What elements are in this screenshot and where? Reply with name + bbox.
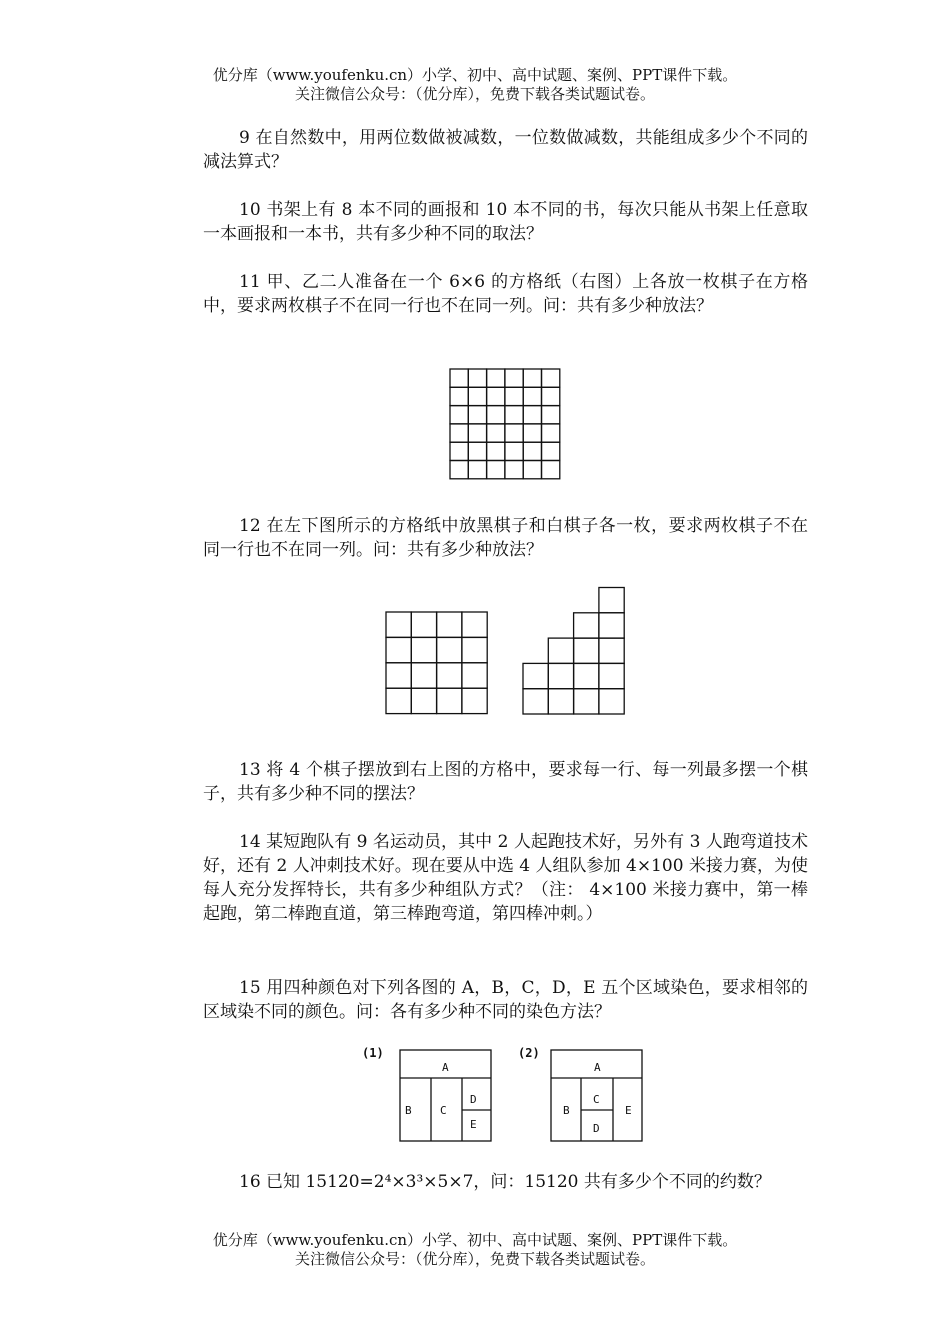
grid-cell: [411, 688, 436, 713]
grid-cell: [523, 461, 541, 479]
fig2-region-b: B: [563, 1104, 570, 1117]
grid-cell: [599, 588, 624, 613]
question-12-text: 12 在左下图所示的方格纸中放黑棋子和白棋子各一枚，要求两枚棋子不在同一行也不在同一列。问：共有多少种放法？: [203, 516, 808, 560]
grid-cell: [542, 406, 560, 424]
question-16: [203, 1170, 808, 1194]
grid-cell: [505, 387, 523, 405]
question-13-text: 13 将 4 个棋子摆放到右上图的方格中，要求每一行、每一列最多摆一个棋子，共有多少种不同的摆法？: [203, 760, 808, 804]
grid-cell: [468, 442, 486, 460]
grid-cell: [468, 387, 486, 405]
fig2-region-e: E: [625, 1104, 632, 1117]
grid-cell: [505, 442, 523, 460]
grid-cell: [437, 637, 462, 662]
grid-cell: [523, 424, 541, 442]
grid-cell: [411, 637, 436, 662]
fig1-region-a: A: [442, 1061, 449, 1074]
grid-cell: [468, 461, 486, 479]
grid-4x5-figure: [385, 611, 488, 715]
grid-cell: [542, 387, 560, 405]
grid-cell: [599, 663, 624, 688]
question-9-text: 9 在自然数中，用两位数做被减数，一位数做减数，共能组成多少个不同的减法算式？: [203, 128, 808, 172]
fig2-region-d: D: [593, 1122, 600, 1135]
grid-cell: [462, 637, 487, 662]
grid-cell: [487, 369, 505, 387]
grid-cell: [548, 638, 573, 663]
grid-cell: [450, 424, 468, 442]
footer-line-1: 优分库（www.youfenku.cn）小学、初中、高中试题、案例、PPT课件下载。: [212, 1231, 738, 1249]
grid-cell: [487, 442, 505, 460]
coloring-figure-2: [518, 1045, 648, 1145]
grid-cell: [386, 663, 411, 688]
fig1-region-d: D: [470, 1093, 477, 1106]
grid-cell: [542, 442, 560, 460]
grid-cell: [450, 387, 468, 405]
question-13: [203, 758, 808, 806]
grid-cell: [487, 424, 505, 442]
figure-1-caption: (1): [362, 1046, 384, 1060]
fig1-region-b: B: [405, 1104, 412, 1117]
grid-cell: [487, 461, 505, 479]
grid-cell: [574, 613, 599, 638]
grid-6x6-figure: [449, 368, 560, 479]
grid-cell: [487, 406, 505, 424]
grid-cell: [411, 663, 436, 688]
grid-cell: [542, 424, 560, 442]
figure-2-caption: (2): [518, 1046, 540, 1060]
grid-cell: [548, 689, 573, 714]
grid-cell: [450, 369, 468, 387]
question-14: [203, 830, 808, 926]
grid-cell: [450, 461, 468, 479]
grid-cell: [523, 442, 541, 460]
coloring-figure-1: [360, 1045, 495, 1145]
grid-cell: [437, 688, 462, 713]
question-12: [203, 514, 808, 562]
question-15-text: 15 用四种颜色对下列各图的 A，B，C，D，E 五个区域染色，要求相邻的区域染不同的颜色。问：各有多少种不同的染色方法？: [203, 978, 808, 1022]
grid-cell: [505, 369, 523, 387]
question-9: [203, 126, 808, 174]
grid-cell: [437, 663, 462, 688]
grid-cell: [548, 663, 573, 688]
staircase-grid-figure: [522, 587, 625, 715]
page-footer: [0, 1231, 950, 1269]
grid-cell: [505, 406, 523, 424]
grid-cell: [462, 663, 487, 688]
grid-cell: [574, 638, 599, 663]
fig1-region-c: C: [440, 1104, 447, 1117]
grid-cell: [450, 442, 468, 460]
question-10: [203, 198, 808, 246]
fig2-region-c: C: [593, 1093, 600, 1106]
grid-cell: [599, 613, 624, 638]
fig2-region-a: A: [594, 1061, 601, 1074]
question-16-text: 16 已知 15120=2⁴×3³×5×7，问：15120 共有多少个不同的约数？: [239, 1172, 771, 1192]
grid-cell: [523, 369, 541, 387]
grid-cell: [468, 424, 486, 442]
question-15: [203, 976, 808, 1024]
grid-cell: [437, 612, 462, 637]
grid-cell: [462, 688, 487, 713]
question-11: [203, 270, 808, 318]
grid-cell: [523, 663, 548, 688]
question-10-text: 10 书架上有 8 本不同的画报和 10 本不同的书，每次只能从书架上任意取一本画报和一本书，共有多少种不同的取法？: [203, 200, 808, 244]
grid-cell: [450, 406, 468, 424]
grid-cell: [542, 461, 560, 479]
grid-cell: [574, 689, 599, 714]
grid-cell: [386, 637, 411, 662]
question-14-text: 14 某短跑队有 9 名运动员，其中 2 人起跑技术好，另外有 3 人跑弯道技术好，还有 2 人冲刺技术好。现在要从中选 4 人组队参加 4×100 米接力赛，为使每人充分发挥特长，共有多少种组队方式？（注： 4×100 米接力赛中，第一棒起跑，第二棒跑直道，第三棒跑弯道，第四棒冲刺。）: [203, 832, 808, 924]
question-11-text: 11 甲、乙二人准备在一个 6×6 的方格纸（右图）上各放一枚棋子在方格中，要求两枚棋子不在同一行也不在同一列。问：共有多少种放法？: [203, 272, 808, 316]
grid-cell: [468, 369, 486, 387]
grid-cell: [523, 387, 541, 405]
header-line-2: 关注微信公众号：（优分库），免费下载各类试题试卷。: [294, 85, 655, 103]
grid-cell: [599, 638, 624, 663]
grid-cell: [411, 612, 436, 637]
grid-cell: [574, 663, 599, 688]
grid-cell: [487, 387, 505, 405]
grid-cell: [505, 424, 523, 442]
fig1-region-e: E: [470, 1118, 477, 1131]
grid-cell: [523, 689, 548, 714]
grid-cell: [462, 612, 487, 637]
grid-cell: [386, 688, 411, 713]
footer-line-2: 关注微信公众号：（优分库），免费下载各类试题试卷。: [294, 1250, 655, 1268]
grid-cell: [599, 689, 624, 714]
header-line-1: 优分库（www.youfenku.cn）小学、初中、高中试题、案例、PPT课件下载。: [212, 66, 738, 84]
grid-cell: [468, 406, 486, 424]
grid-cell: [542, 369, 560, 387]
grid-cell: [386, 612, 411, 637]
grid-cell: [523, 406, 541, 424]
grid-cell: [505, 461, 523, 479]
page-header: [0, 66, 950, 104]
